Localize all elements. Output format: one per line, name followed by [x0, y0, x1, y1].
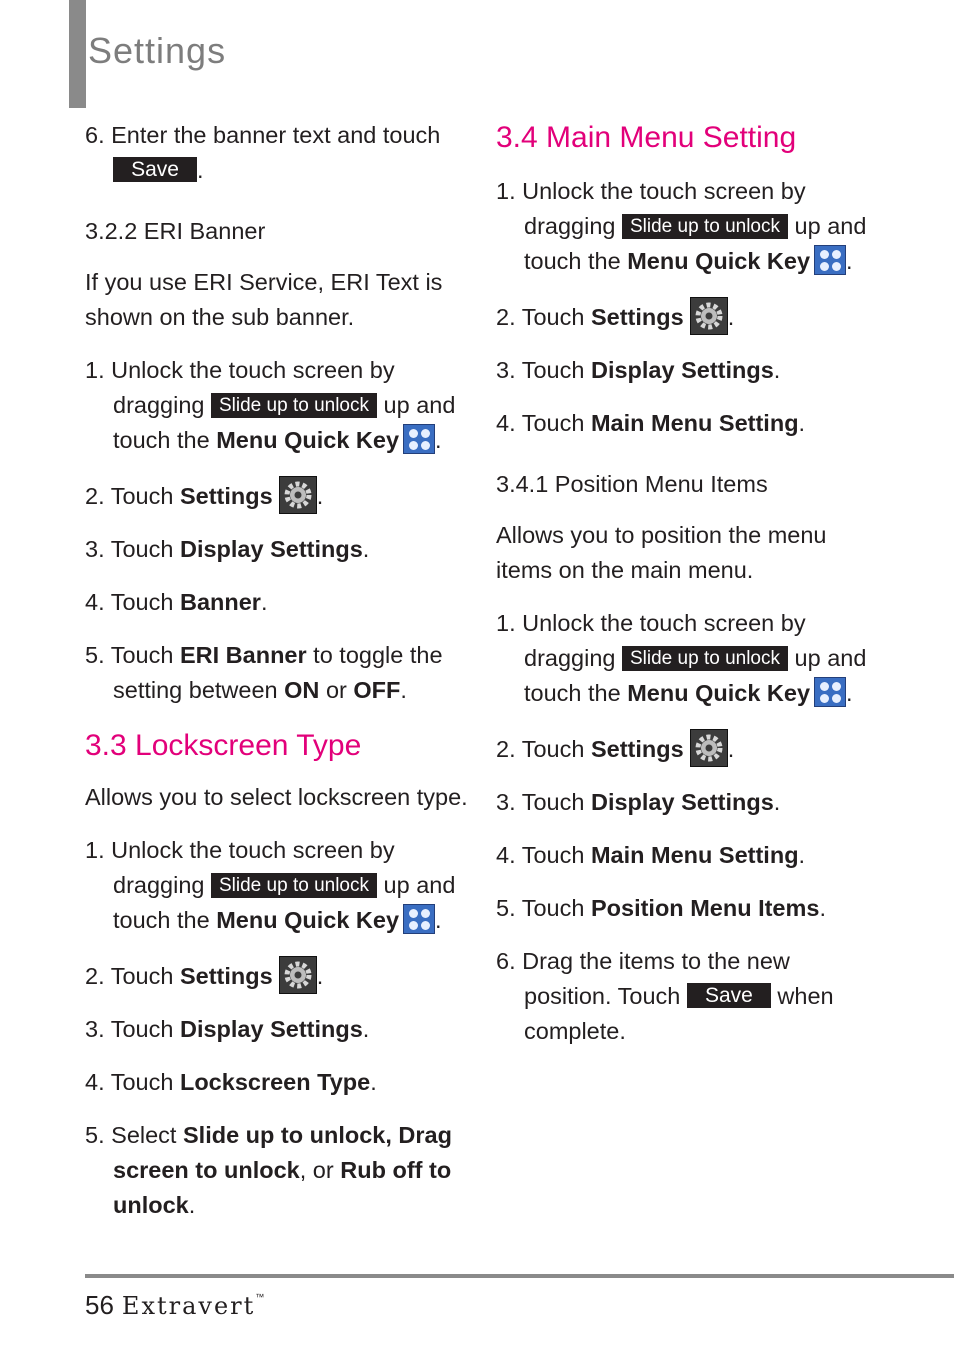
lockscreen-type-title: 3.3 Lockscreen Type	[85, 729, 362, 762]
main-menu-step-1: 1. Unlock the touch screen by dragging Slide up to unlock up and touch the Menu Quick Key .	[496, 178, 867, 274]
position-menu-items-heading: 3.4.1 Position Menu Items	[496, 471, 768, 497]
position-step-3: 3. Touch Display Settings.	[496, 789, 781, 815]
eri-step-5: 5. Touch ERI Banner to toggle the setting between ON or OFF.	[85, 642, 443, 703]
lockscreen-step-5: 5. Select Slide up to unlock, Drag screen to unlock, or Rub off to unlock.	[85, 1122, 452, 1218]
lockscreen-description: Allows you to select lockscreen type.	[85, 784, 468, 810]
menu-quick-key-icon	[403, 424, 435, 454]
settings-gear-icon	[279, 956, 317, 994]
page-title: Settings	[88, 30, 227, 71]
position-step-1: 1. Unlock the touch screen by dragging Slide up to unlock up and touch the Menu Quick Key .	[496, 610, 867, 706]
settings-gear-icon	[690, 729, 728, 767]
lockscreen-step-4: 4. Touch Lockscreen Type.	[85, 1069, 377, 1095]
eri-description: If you use ERI Service, ERI Text is shown on the sub banner.	[85, 269, 443, 330]
brand-name: Extravert	[121, 1292, 256, 1320]
lockscreen-step-1: 1. Unlock the touch screen by dragging Slide up to unlock up and touch the Menu Quick Key .	[85, 837, 456, 933]
save-button-label: Save	[687, 983, 771, 1008]
slide-to-unlock-badge: Slide up to unlock	[622, 214, 788, 239]
eri-step-2: 2. Touch Settings .	[85, 476, 465, 514]
lockscreen-step-3: 3. Touch Display Settings.	[85, 1016, 370, 1042]
slide-to-unlock-badge: Slide up to unlock	[211, 393, 377, 418]
position-description: Allows you to position the menu items on the main menu.	[496, 522, 827, 583]
eri-step-1: 1. Unlock the touch screen by dragging Slide up to unlock up and touch the Menu Quick Key .	[85, 357, 456, 453]
position-step-5: 5. Touch Position Menu Items.	[496, 895, 826, 921]
eri-banner-heading: 3.2.2 ERI Banner	[85, 218, 266, 244]
main-menu-step-4: 4. Touch Main Menu Setting.	[496, 410, 806, 436]
main-menu-setting-title: 3.4 Main Menu Setting	[496, 121, 797, 154]
slide-to-unlock-badge: Slide up to unlock	[211, 873, 377, 898]
settings-gear-icon	[279, 476, 317, 514]
footer	[85, 1290, 264, 1321]
left-column	[85, 118, 468, 1241]
trademark: ™	[255, 1292, 265, 1302]
eri-step-3: 3. Touch Display Settings.	[85, 536, 370, 562]
page-number: 56	[85, 1290, 114, 1320]
position-step-6: 6. Drag the items to the new position. Touch Save when complete.	[496, 948, 834, 1044]
lockscreen-step-2: 2. Touch Settings .	[85, 956, 465, 994]
position-step-4: 4. Touch Main Menu Setting.	[496, 842, 806, 868]
save-button-label: Save	[113, 157, 197, 182]
menu-quick-key-icon	[814, 245, 846, 275]
eri-step-4: 4. Touch Banner.	[85, 589, 268, 615]
header-bar	[69, 0, 86, 108]
banner-step-6: 6. Enter the banner text and touch Save .	[85, 122, 441, 183]
menu-quick-key-icon	[814, 677, 846, 707]
main-menu-step-3: 3. Touch Display Settings.	[496, 357, 781, 383]
settings-gear-icon	[690, 297, 728, 335]
main-menu-step-2: 2. Touch Settings .	[496, 297, 936, 335]
right-column	[496, 118, 936, 1067]
slide-to-unlock-badge: Slide up to unlock	[622, 646, 788, 671]
menu-quick-key-icon	[403, 904, 435, 934]
position-step-2: 2. Touch Settings .	[496, 729, 936, 767]
footer-rule	[85, 1274, 954, 1278]
